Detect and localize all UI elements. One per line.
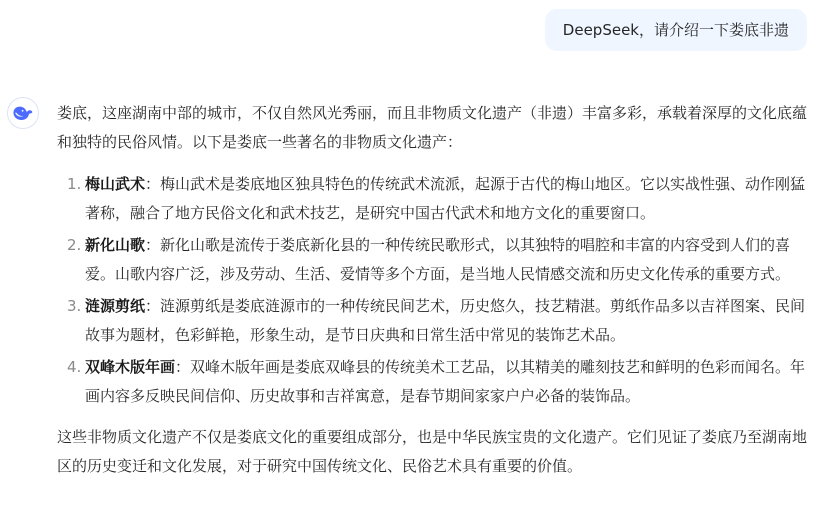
answer-conclusion: 这些非物质文化遗产不仅是娄底文化的重要组成部分，也是中华民族宝贵的文化遗产。它们见证了娄底乃至湖南地区的历史变迁和文化发展，对于研究中国传统文化、民俗艺术具有重要的价值。 bbox=[57, 428, 808, 475]
list-item-description: ：双峰木版年画是娄底双峰县的传统美术工艺品，以其精美的雕刻技艺和鲜明的色彩而闻名。年画内容多反映民间信仰、历史故事和吉祥寓意，是春节期间家家户户必备的装饰品。 bbox=[85, 358, 806, 405]
assistant-answer bbox=[57, 99, 817, 481]
list-item-term: 涟源剪纸 bbox=[85, 297, 146, 315]
list-item bbox=[57, 292, 817, 350]
list-item bbox=[57, 231, 817, 289]
list-item-term: 双峰木版年画 bbox=[85, 358, 176, 376]
list-item bbox=[57, 170, 817, 228]
user-message-row bbox=[545, 9, 807, 51]
deepseek-avatar bbox=[7, 97, 39, 129]
list-item-number: 2. bbox=[67, 236, 82, 254]
heritage-list bbox=[57, 170, 817, 411]
deepseek-whale-icon bbox=[12, 104, 34, 122]
user-message-bubble: DeepSeek，请介绍一下娄底非遗 bbox=[545, 9, 807, 51]
list-item-number: 4. bbox=[67, 358, 82, 376]
list-item-description: ：涟源剪纸是娄底涟源市的一种传统民间艺术，历史悠久，技艺精湛。剪纸作品多以吉祥图案、民间故事为题材，色彩鲜艳，形象生动，是节日庆典和日常生活中常见的装饰艺术品。 bbox=[85, 297, 806, 344]
list-item bbox=[57, 353, 817, 411]
list-item-description: ：梅山武术是娄底地区独具特色的传统武术流派，起源于古代的梅山地区。它以实战性强、动作刚猛著称，融合了地方民俗文化和武术技艺，是研究中国古代武术和地方文化的重要窗口。 bbox=[85, 175, 806, 222]
answer-intro: 娄底，这座湖南中部的城市，不仅自然风光秀丽，而且非物质文化遗产（非遗）丰富多彩，承载着深厚的文化底蕴和独特的民俗风情。以下是娄底一些著名的非物质文化遗产： bbox=[57, 104, 808, 151]
list-item-term: 梅山武术 bbox=[85, 175, 146, 193]
list-item-description: ：新化山歌是流传于娄底新化县的一种传统民歌形式，以其独特的唱腔和丰富的内容受到人们的喜爱。山歌内容广泛，涉及劳动、生活、爱情等多个方面，是当地人民情感交流和历史文化传承的重要方式。 bbox=[85, 236, 791, 283]
list-item-number: 1. bbox=[67, 175, 82, 193]
list-item-term: 新化山歌 bbox=[85, 236, 146, 254]
list-item-number: 3. bbox=[67, 297, 82, 315]
